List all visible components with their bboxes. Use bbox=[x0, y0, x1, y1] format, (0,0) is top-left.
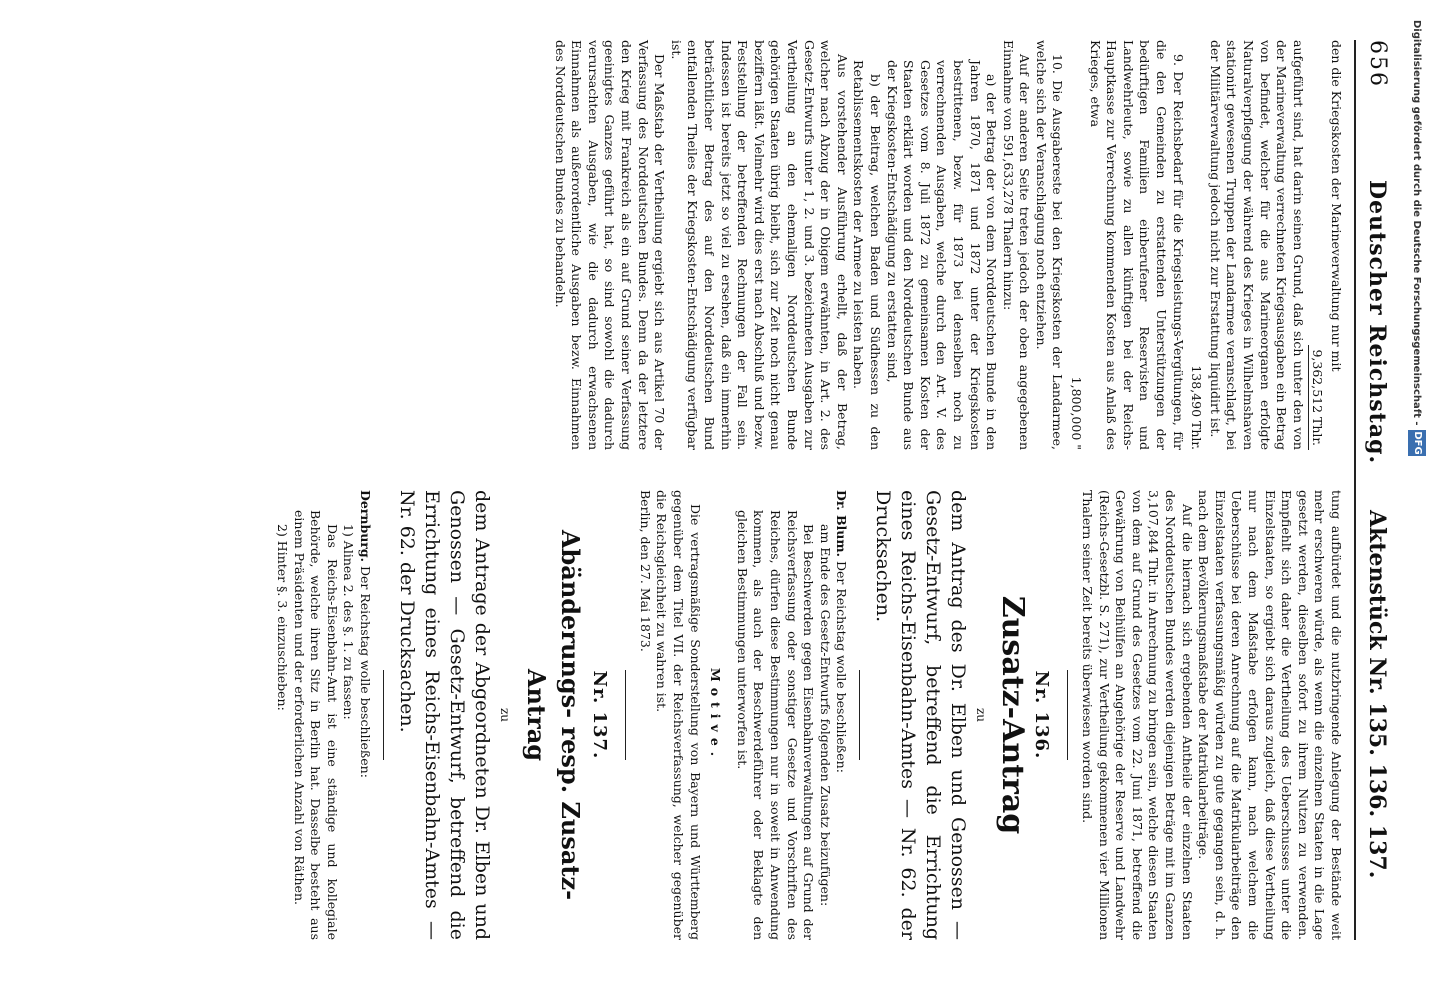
divider bbox=[625, 670, 626, 760]
paragraph: Bei Beschwerden gegen Eisenbahnverwaltungen auf Grund der Reichsverfassung oder sonstiger Gesetze und Vorschriften des Reiches, dürfen diese Bestimmungen nur in soweit in Anwendung kommen, als auch der Beschwerdeführer oder Beklagte den gleichen Bestimmungen unterworfen ist. bbox=[734, 510, 817, 940]
divider bbox=[1068, 670, 1069, 760]
divider bbox=[859, 670, 860, 760]
paragraph: 10. Die Ausgabereste bei den Kriegskosten der Landarmee, welche sich der Veranschlagung noch entziehen. bbox=[1033, 40, 1066, 450]
divider bbox=[383, 670, 384, 760]
section-zu-137: zu bbox=[497, 707, 512, 723]
paragraph: tung aufbürdet und die nutzbringende Anlegung der Bestände weit mehr erschweren würde, als wenn die einzelnen Staaten in die Lage gesetzt werden, dieselben sofort zu ihrem Nutzen zu verwenden. Empfiehlt sich daher die Vertheilung des Ueberschusses unter die Einzelstaaten, so ergiebt sich daraus zugleich, daß diese Vertheilung nur nach dem Maßstabe erfolgen kann, nach welchem die Ueberschüsse bei deren Anrechnung auf die Matrikularbeiträge den Einzelstaaten verfassungsmäßig würden zu gute gegangen sein, d. h. nach dem Bevölkerungsmaßstabe der Matrikularbeiträge. bbox=[1196, 490, 1344, 940]
paragraph: den die Kriegskosten der Marineverwaltung nur mit bbox=[1329, 40, 1344, 372]
paragraph: Der Maßstab der Vertheilung ergiebt sich aus Artikel 70 der Verfassung des Norddeutschen Bundes. Denn da der letztere den Krieg mit Frankreich als ein auf Grund seiner Verfassung geeinigtes Ganzes geführt hat, so sind sowohl die dadurch verursachten Ausgaben, wie die dadurch erwachsenen Einnahmen als außerordentliche Ausgaben bezw. Einnahmen des Norddeutschen Bundes zu behandeln. bbox=[552, 40, 668, 450]
amount-total: 9,362,512 Thlr. bbox=[1308, 345, 1326, 450]
paragraph: 9. Der Reichsbedarf für die Kriegsleistungs-Vergütungen, für die den Gemeinden zu erstattenden Unterstützungen der bedürftigen Familien einberufener Reservisten und Landwehrleute, sowie zu allen künftigen bei der Reichs-Hauptkasse zur Verrechnung kommenden Kosten aus Anlaß des Krieges, etwa bbox=[1087, 40, 1186, 450]
paragraph: aufgeführt sind, hat darin seinen Grund, daß sich unter den von der Marineverwaltung verrechneten Kriegsausgaben ein Betrag von befindet, welcher für die aus Marineorganen erfolgte Naturalverpflegung der während des Krieges in Wilhelmshaven stationirt gewesenen Truppen der Landarmee veranschlagt, bei der Militärverwaltung jedoch nicht zur Erstattung liquidirt ist. bbox=[1207, 40, 1306, 450]
digitization-credit: Digitalisierung gefördert durch die Deutsche Forschungsgemeinschaft - bbox=[1411, 20, 1422, 426]
motion-intro: Der Reichstag wolle beschließen: bbox=[358, 565, 373, 778]
page-header bbox=[1354, 40, 1396, 940]
section-number-137: Nr. 137. bbox=[589, 670, 611, 760]
section-description-137: dem Antrage der Abgeordneten Dr. Elben und Genossen — Gesetz-Entwurf, betreffend die Errichtung eines Reichs-Eisenbahn-Amtes — Nr. 62. der Drucksachen. bbox=[396, 490, 493, 940]
list-item: 2) Hinter §. 3. einzuschieben: bbox=[275, 524, 291, 711]
section-number-136: Nr. 136. bbox=[1031, 670, 1053, 760]
paragraph: am Ende des Gesetz-Entwurfs folgenden Zusatz beizufügen: bbox=[817, 524, 833, 907]
amount-naturalverpflegung: 138,490 Thlr. bbox=[1189, 365, 1205, 450]
paragraph: Das Reichs-Eisenbahn-Amt ist eine ständige und kollegiale Behörde, welche ihren Sitz in Berlin hat. Dasselbe besteht aus einem Präsidenten und der erforderlichen Anzahl von Räthen. bbox=[291, 510, 340, 940]
right-column bbox=[273, 490, 1344, 940]
document-reference: Aktenstück Nr. 135. 136. 137. bbox=[1364, 510, 1390, 879]
motive-heading: Motive. bbox=[708, 667, 724, 763]
running-title: Deutscher Reichstag. bbox=[1364, 180, 1390, 465]
page-number: 656 bbox=[1365, 40, 1390, 88]
paragraph: Auf der anderen Seite treten jedoch der oben angegebenen Einnahme von 591,633,278 Thalern hinzu: bbox=[1000, 40, 1033, 450]
list-item: b) der Beitrag, welchen Baden und Südhessen zu den Retablissementskosten der Armee zu leisten haben. bbox=[851, 60, 883, 450]
section-description-136: dem Antrag des Dr. Elben und Genossen — Gesetz-Entwurf, betreffend die Errichtung eines Reichs-Eisenbahn-Amtes — Nr. 62. der Drucksachen. bbox=[872, 490, 970, 940]
sidebar-strip bbox=[1400, 0, 1432, 1000]
amount-reichsbedarf: 1,800,000 " bbox=[1069, 376, 1085, 450]
list-item: a) der Betrag der von dem Norddeutschen Bunde in den Jahren 1870, 1871 und 1872 unter der Kriegskosten bestrittenen, bezw. für 1873 bei denselben noch zu verrechnenden Ausgaben, welche durch den Art. V. des Gesetzes vom 8. Juli 1872 zu gemeinsamen Kosten der Staaten erklärt worden und den Norddeutschen Bunde aus der Kriegskosten-Entschädigung zu erstatten sind, bbox=[884, 60, 1000, 450]
left-column bbox=[551, 40, 1344, 450]
speaker-name: Dr. Blum. bbox=[834, 490, 850, 557]
paragraph: Auf die hiernach sich ergebenden Antheile der einzelnen Staaten des Norddeutschen Bundes werden diejenigen Beträge mit im Ganzen 3,107,844 Thlr. in Anrechnung zu bringen sein, welche diesen Staaten von dem auf Grund des Gesetzes vom 22. Juni 1871, betreffend die Gewährung von Beihülfen an Angehörige der Reserve und Landwehr (Reichs-Gesetzbl. S. 271), zur Vertheilung gekommenen vier Millionen Thalern seiner Zeit bereits überwiesen worden sind. bbox=[1080, 490, 1195, 940]
paragraph: Aus vorstehender Ausführung erhellt, daß der Betrag, welcher nach Abzug der in Obigem erwähnten, in Art. 2. des Gesetz-Entwurfs unter 1, 2. und 3. bezeichneten Ausgaben zur Vertheilung an den ehemaligen Norddeutschen Bunde gehörigen Staaten übrig bleibt, sich zur Zeit noch nicht genau beziffern läßt. Vielmehr wird dies erst nach Abschluß und bezw. Feststellung der betreffenden Rechnungen der Fall sein. Indessen ist bereits jetzt so viel zu ersehen, daß ein immerhin beträchtlicher Betrag des auf den Norddeutschen Bund entfallenden Theiles der Kriegskosten-Entschädigung verfügbar ist. bbox=[668, 40, 850, 450]
dfg-logo: DFG bbox=[1408, 430, 1426, 456]
motion-intro: Der Reichstag wolle beschließen: bbox=[834, 560, 850, 773]
section-zu-136: zu bbox=[973, 707, 988, 723]
speaker-name: Dernburg. bbox=[358, 490, 373, 562]
paragraph: Die vertragsmäßige Sonderstellung von Bayern und Württemberg gegenüber dem Titel VII. der Reichsverfassung, welcher gegenüber die Reichsgleichheit zu wahren ist. bbox=[654, 490, 703, 940]
section-heading-136: Zusatz-Antrag bbox=[994, 595, 1030, 835]
list-item: 1) Alinea 2. des §. 1. zu fassen: bbox=[341, 524, 357, 720]
section-heading-137: Abänderungs- resp. Zusatz-Antrag bbox=[521, 529, 585, 901]
date-line: Berlin, den 27. Mai 1873. bbox=[637, 490, 653, 652]
